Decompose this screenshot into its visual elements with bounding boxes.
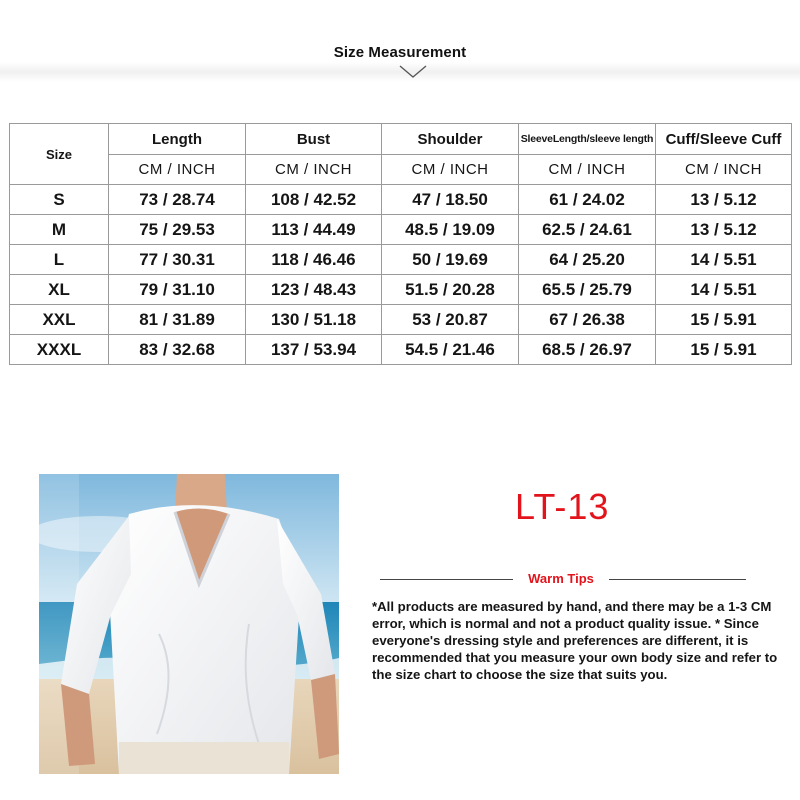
table-cell: 65.5 / 25.79 — [519, 275, 656, 305]
table-cell: 54.5 / 21.46 — [382, 335, 519, 365]
page-title: Size Measurement — [333, 44, 467, 61]
table-cell: 123 / 48.43 — [246, 275, 382, 305]
size-cell: L — [10, 245, 109, 275]
table-cell: 137 / 53.94 — [246, 335, 382, 365]
table-cell: 73 / 28.74 — [109, 185, 246, 215]
table-cell: 50 / 19.69 — [382, 245, 519, 275]
table-cell: 51.5 / 20.28 — [382, 275, 519, 305]
column-header-shoulder: Shoulder — [382, 124, 519, 155]
table-cell: 61 / 24.02 — [519, 185, 656, 215]
table-cell: 79 / 31.10 — [109, 275, 246, 305]
table-cell: 75 / 29.53 — [109, 215, 246, 245]
column-header-cuff: Cuff/Sleeve Cuff — [656, 124, 792, 155]
table-row — [10, 275, 792, 305]
unit-row — [10, 155, 792, 185]
unit-label: CM / INCH — [109, 155, 246, 185]
product-photo — [39, 474, 339, 774]
table-cell: 15 / 5.91 — [656, 335, 792, 365]
table-row — [10, 335, 792, 365]
size-cell: XXXL — [10, 335, 109, 365]
size-cell: XL — [10, 275, 109, 305]
header-row — [10, 124, 792, 155]
warm-tips-title: Warm Tips — [528, 571, 594, 586]
table-cell: 13 / 5.12 — [656, 185, 792, 215]
table-cell: 47 / 18.50 — [382, 185, 519, 215]
table-row — [10, 215, 792, 245]
column-header-length: Length — [109, 124, 246, 155]
table-cell: 13 / 5.12 — [656, 215, 792, 245]
table-cell: 67 / 26.38 — [519, 305, 656, 335]
unit-label: CM / INCH — [382, 155, 519, 185]
table-row — [10, 305, 792, 335]
divider — [609, 579, 746, 580]
table-cell: 118 / 46.46 — [246, 245, 382, 275]
size-cell: XXL — [10, 305, 109, 335]
column-header-sleeve-length: SleeveLength/sleeve length — [519, 124, 656, 155]
table-cell: 62.5 / 24.61 — [519, 215, 656, 245]
column-header-bust: Bust — [246, 124, 382, 155]
table-cell: 113 / 44.49 — [246, 215, 382, 245]
unit-label: CM / INCH — [246, 155, 382, 185]
size-cell: S — [10, 185, 109, 215]
size-column-header: Size — [10, 124, 109, 185]
table-cell: 68.5 / 26.97 — [519, 335, 656, 365]
table-cell: 48.5 / 19.09 — [382, 215, 519, 245]
product-model-code: LT-13 — [515, 486, 610, 527]
size-table — [9, 123, 792, 365]
table-cell: 53 / 20.87 — [382, 305, 519, 335]
table-cell: 14 / 5.51 — [656, 245, 792, 275]
table-row — [10, 185, 792, 215]
warm-tips-body: *All products are measured by hand, and there may be a 1-3 CM error, which is normal and not a product quality issue. * Since everyone's dressing style and preferences are different, it is recommended that you measure your own body size and refer to the size chart to choose the size that suits you. — [372, 599, 778, 682]
size-cell: M — [10, 215, 109, 245]
table-cell: 64 / 25.20 — [519, 245, 656, 275]
divider — [380, 579, 513, 580]
table-cell: 81 / 31.89 — [109, 305, 246, 335]
unit-label: CM / INCH — [519, 155, 656, 185]
table-cell: 77 / 30.31 — [109, 245, 246, 275]
table-cell: 130 / 51.18 — [246, 305, 382, 335]
table-cell: 15 / 5.91 — [656, 305, 792, 335]
table-cell: 14 / 5.51 — [656, 275, 792, 305]
chevron-down-icon — [398, 64, 428, 80]
table-cell: 108 / 42.52 — [246, 185, 382, 215]
unit-label: CM / INCH — [656, 155, 792, 185]
table-cell: 83 / 32.68 — [109, 335, 246, 365]
table-row — [10, 245, 792, 275]
